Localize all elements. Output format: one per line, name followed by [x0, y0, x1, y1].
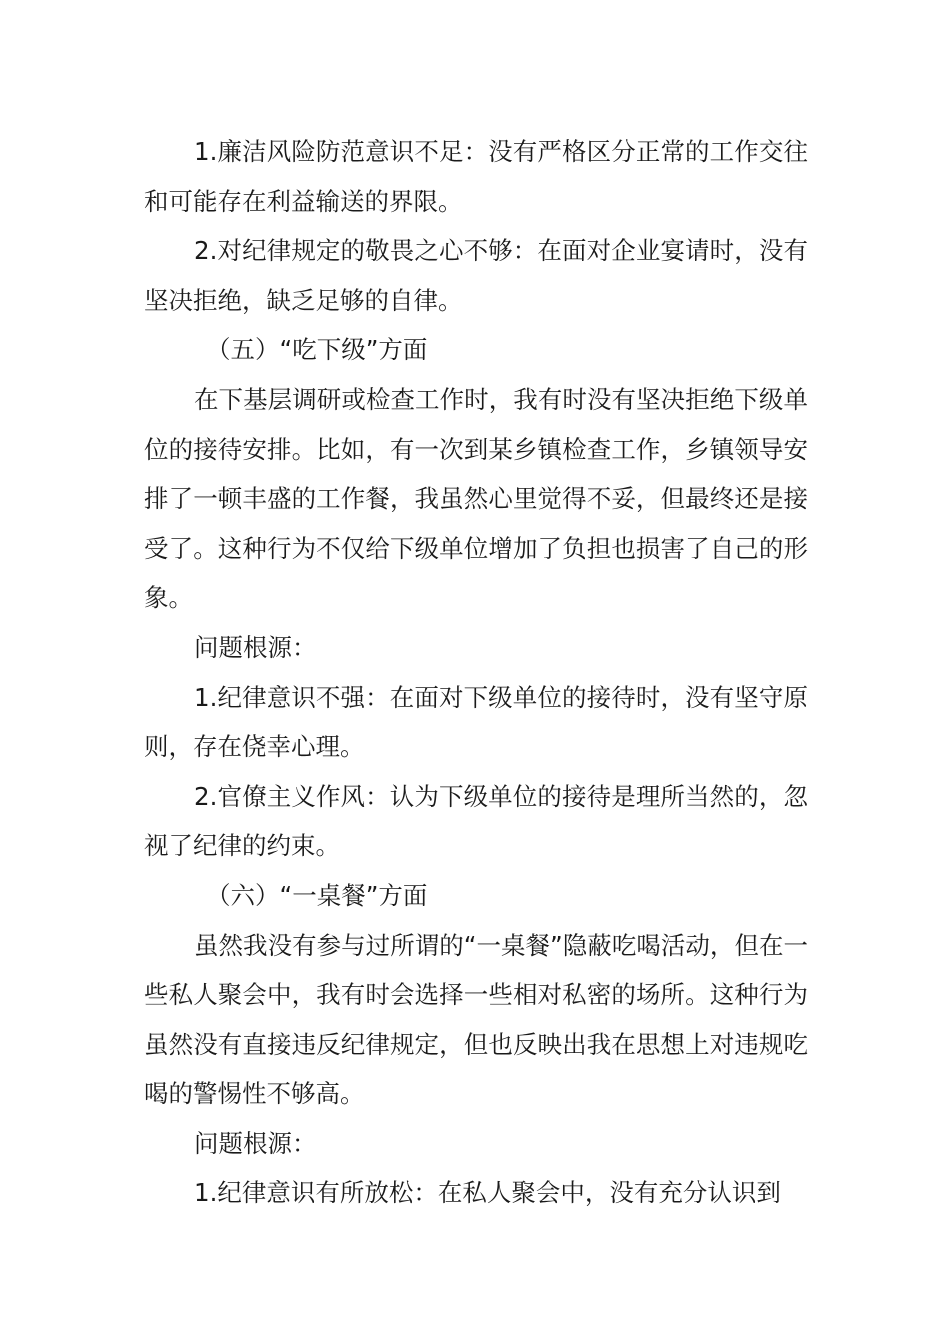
- section-heading-6: （六）“一桌餐”方面: [206, 880, 428, 910]
- paragraph-weak-discipline: 1.纪律意识不强：在面对下级单位的接待时，没有坚守原则，存在侥幸心理。: [144, 682, 808, 762]
- paragraph-private-dining: 虽然我没有参与过所谓的“一桌餐”隐蔽吃喝活动，但在一些私人聚会中，我有时会选择一些相对私密的场所。这种行为虽然没有直接违反纪律规定，但也反映出我在思想上对违规吃喝的警惕性不够高。: [144, 930, 808, 1109]
- document-page: [144, 127, 808, 1218]
- paragraph-bureaucratism: 2.官僚主义作风：认为下级单位的接待是理所当然的，忽视了纪律的约束。: [144, 781, 808, 861]
- section-heading-5: （五）“吃下级”方面: [206, 335, 428, 365]
- paragraph-root-cause-label: 问题根源：: [194, 632, 317, 662]
- paragraph-relaxed-discipline: 1.纪律意识有所放松：在私人聚会中，没有充分认识到: [194, 1178, 781, 1208]
- paragraph-risk-awareness: 1.廉洁风险防范意识不足：没有严格区分正常的工作交往和可能存在利益输送的界限。: [144, 137, 808, 216]
- paragraph-discipline-respect: 2.对纪律规定的敬畏之心不够：在面对企业宴请时，没有坚决拒绝，缺乏足够的自律。: [144, 236, 808, 315]
- paragraph-subordinate-hospitality: 在下基层调研或检查工作时，我有时没有坚决拒绝下级单位的接待安排。比如，有一次到某乡镇检查工作，乡镇领导安排了一顿丰盛的工作餐，我虽然心里觉得不妥，但最终还是接受了。这种行为不仅给下级单位增加了负担也损害了自己的形象。: [144, 384, 808, 613]
- paragraph-root-cause-label-2: 问题根源：: [194, 1128, 317, 1158]
